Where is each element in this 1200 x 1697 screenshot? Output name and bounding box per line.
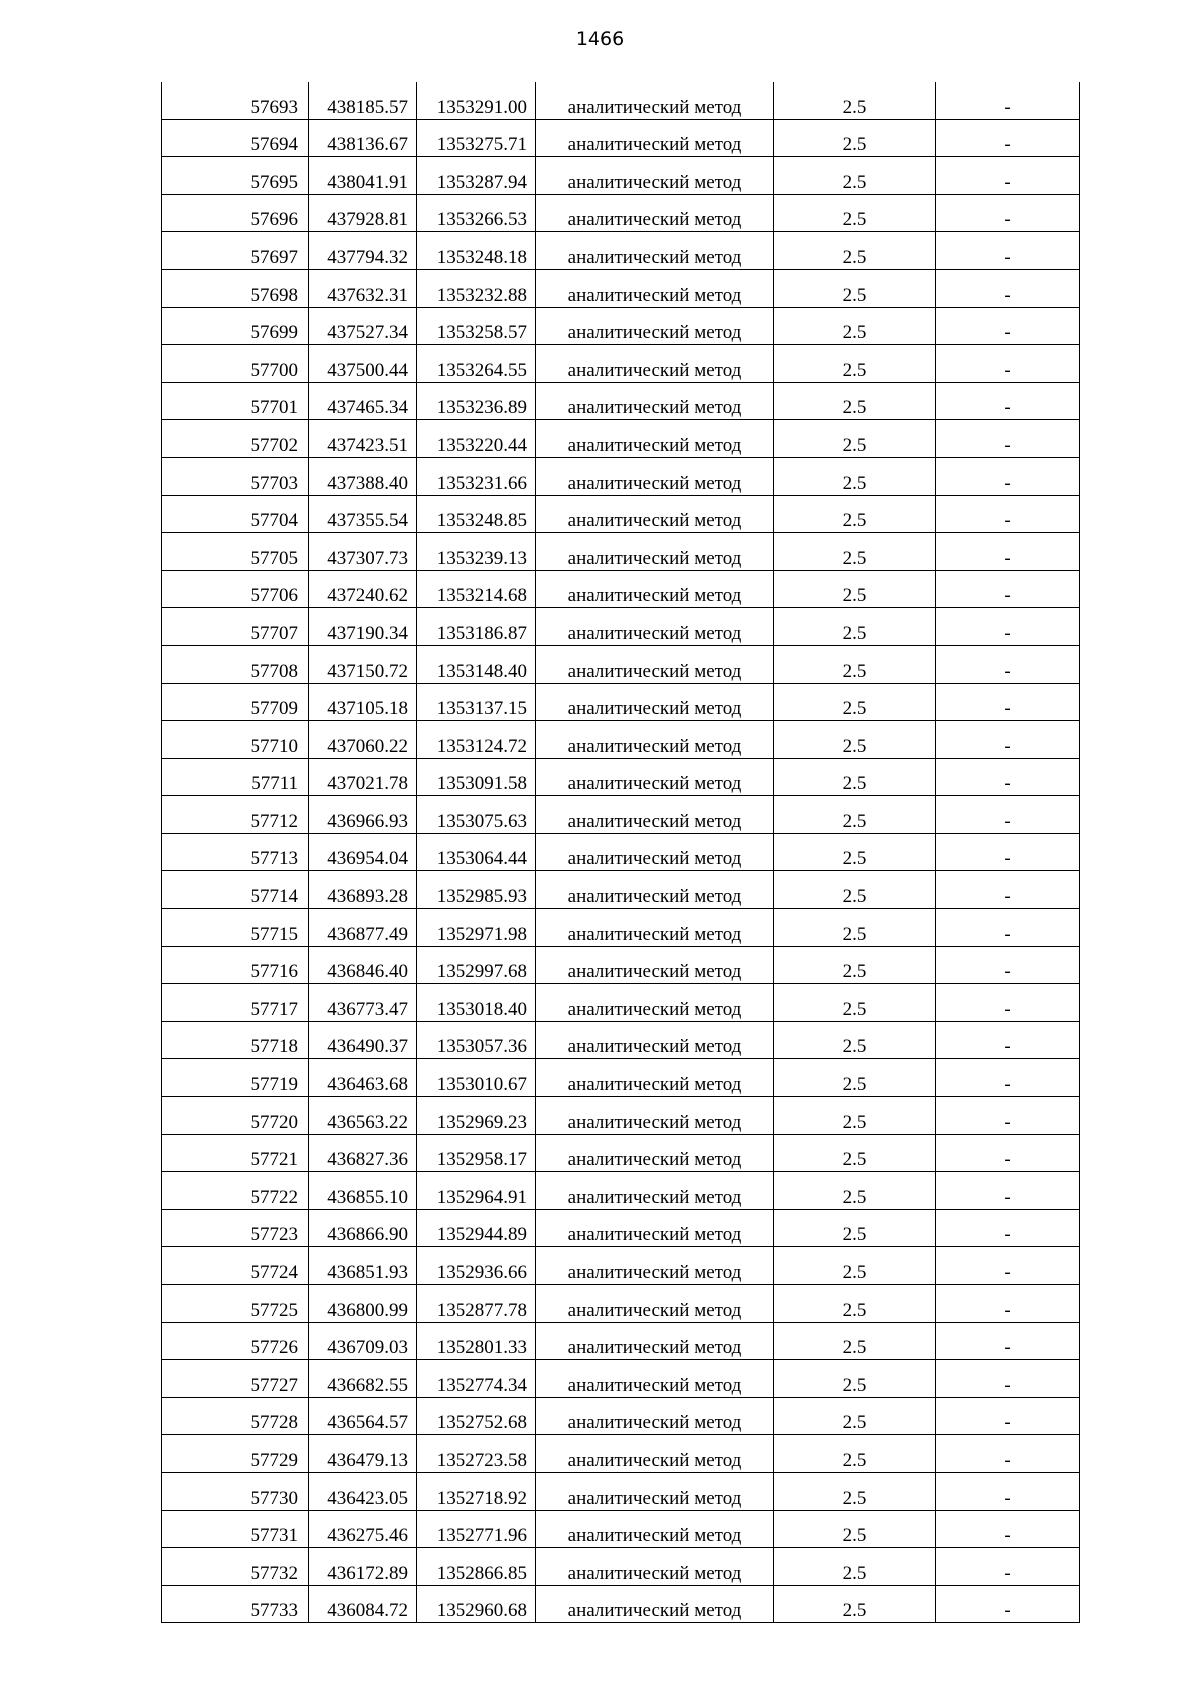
page-number: 1466 [575,28,625,50]
x-coordinate-cell: 437423.51 [309,420,417,458]
x-coordinate-cell: 437465.34 [309,382,417,420]
accuracy-cell: 2.5 [774,833,936,871]
x-coordinate-cell: 436846.40 [309,946,417,984]
table-row [162,307,1080,345]
accuracy-cell: 2.5 [774,721,936,759]
y-coordinate-cell: 1352774.34 [417,1360,536,1398]
point-number-cell: 57717 [162,984,309,1022]
x-coordinate-cell: 436682.55 [309,1360,417,1398]
x-coordinate-cell: 436954.04 [309,833,417,871]
table-row [162,946,1080,984]
accuracy-cell: 2.5 [774,194,936,232]
note-cell: - [936,1435,1080,1473]
note-cell: - [936,871,1080,909]
accuracy-cell: 2.5 [774,758,936,796]
note-cell: - [936,1510,1080,1548]
method-cell: аналитический метод [536,871,774,909]
accuracy-cell: 2.5 [774,796,936,834]
x-coordinate-cell: 437527.34 [309,307,417,345]
point-number-cell: 57730 [162,1472,309,1510]
table-row [162,420,1080,458]
note-cell: - [936,984,1080,1022]
method-cell: аналитический метод [536,1510,774,1548]
point-number-cell: 57725 [162,1285,309,1323]
accuracy-cell: 2.5 [774,683,936,721]
accuracy-cell: 2.5 [774,1510,936,1548]
accuracy-cell: 2.5 [774,1247,936,1285]
method-cell: аналитический метод [536,1209,774,1247]
x-coordinate-cell: 437388.40 [309,457,417,495]
method-cell: аналитический метод [536,570,774,608]
method-cell: аналитический метод [536,533,774,571]
accuracy-cell: 2.5 [774,984,936,1022]
method-cell: аналитический метод [536,1548,774,1586]
note-cell: - [936,1585,1080,1623]
method-cell: аналитический метод [536,758,774,796]
y-coordinate-cell: 1352771.96 [417,1510,536,1548]
x-coordinate-cell: 438136.67 [309,119,417,157]
y-coordinate-cell: 1352877.78 [417,1285,536,1323]
note-cell: - [936,420,1080,458]
table-row [162,495,1080,533]
y-coordinate-cell: 1352944.89 [417,1209,536,1247]
method-cell: аналитический метод [536,683,774,721]
method-cell: аналитический метод [536,796,774,834]
note-cell: - [936,1397,1080,1435]
x-coordinate-cell: 436827.36 [309,1134,417,1172]
method-cell: аналитический метод [536,382,774,420]
note-cell: - [936,533,1080,571]
accuracy-cell: 2.5 [774,645,936,683]
y-coordinate-cell: 1352958.17 [417,1134,536,1172]
note-cell: - [936,382,1080,420]
note-cell: - [936,1285,1080,1323]
table-row [162,82,1080,119]
y-coordinate-cell: 1353137.15 [417,683,536,721]
x-coordinate-cell: 437794.32 [309,232,417,270]
table-row [162,194,1080,232]
method-cell: аналитический метод [536,1172,774,1210]
accuracy-cell: 2.5 [774,269,936,307]
table-row [162,1134,1080,1172]
accuracy-cell: 2.5 [774,533,936,571]
accuracy-cell: 2.5 [774,946,936,984]
accuracy-cell: 2.5 [774,1134,936,1172]
table-row [162,1548,1080,1586]
table-row [162,1510,1080,1548]
table-row [162,758,1080,796]
point-number-cell: 57707 [162,608,309,646]
y-coordinate-cell: 1353266.53 [417,194,536,232]
x-coordinate-cell: 437021.78 [309,758,417,796]
x-coordinate-cell: 437500.44 [309,345,417,383]
note-cell: - [936,909,1080,947]
x-coordinate-cell: 436275.46 [309,1510,417,1548]
x-coordinate-cell: 436709.03 [309,1322,417,1360]
table-body [162,82,1080,1623]
table-row [162,833,1080,871]
accuracy-cell: 2.5 [774,1397,936,1435]
method-cell: аналитический метод [536,608,774,646]
method-cell: аналитический метод [536,82,774,119]
table-row [162,796,1080,834]
table-row [162,1209,1080,1247]
note-cell: - [936,1172,1080,1210]
x-coordinate-cell: 436851.93 [309,1247,417,1285]
x-coordinate-cell: 437355.54 [309,495,417,533]
accuracy-cell: 2.5 [774,420,936,458]
table-row [162,909,1080,947]
point-number-cell: 57726 [162,1322,309,1360]
note-cell: - [936,1247,1080,1285]
y-coordinate-cell: 1352969.23 [417,1097,536,1135]
point-number-cell: 57719 [162,1059,309,1097]
accuracy-cell: 2.5 [774,1021,936,1059]
point-number-cell: 57732 [162,1548,309,1586]
accuracy-cell: 2.5 [774,457,936,495]
accuracy-cell: 2.5 [774,1285,936,1323]
x-coordinate-cell: 437632.31 [309,269,417,307]
table-row [162,984,1080,1022]
method-cell: аналитический метод [536,1059,774,1097]
point-number-cell: 57713 [162,833,309,871]
y-coordinate-cell: 1352718.92 [417,1472,536,1510]
y-coordinate-cell: 1353091.58 [417,758,536,796]
table-row [162,1247,1080,1285]
y-coordinate-cell: 1353239.13 [417,533,536,571]
y-coordinate-cell: 1352997.68 [417,946,536,984]
method-cell: аналитический метод [536,232,774,270]
note-cell: - [936,645,1080,683]
point-number-cell: 57711 [162,758,309,796]
y-coordinate-cell: 1353258.57 [417,307,536,345]
note-cell: - [936,82,1080,119]
y-coordinate-cell: 1353220.44 [417,420,536,458]
point-number-cell: 57702 [162,420,309,458]
note-cell: - [936,119,1080,157]
table-row [162,1360,1080,1398]
point-number-cell: 57715 [162,909,309,947]
x-coordinate-cell: 436855.10 [309,1172,417,1210]
point-number-cell: 57718 [162,1021,309,1059]
point-number-cell: 57723 [162,1209,309,1247]
x-coordinate-cell: 436479.13 [309,1435,417,1473]
x-coordinate-cell: 438041.91 [309,157,417,195]
accuracy-cell: 2.5 [774,570,936,608]
method-cell: аналитический метод [536,307,774,345]
accuracy-cell: 2.5 [774,1435,936,1473]
y-coordinate-cell: 1353018.40 [417,984,536,1022]
accuracy-cell: 2.5 [774,1360,936,1398]
x-coordinate-cell: 437928.81 [309,194,417,232]
y-coordinate-cell: 1353124.72 [417,721,536,759]
accuracy-cell: 2.5 [774,495,936,533]
x-coordinate-cell: 437240.62 [309,570,417,608]
table-row [162,1585,1080,1623]
method-cell: аналитический метод [536,909,774,947]
y-coordinate-cell: 1353064.44 [417,833,536,871]
x-coordinate-cell: 438185.57 [309,82,417,119]
accuracy-cell: 2.5 [774,119,936,157]
x-coordinate-cell: 437150.72 [309,645,417,683]
note-cell: - [936,232,1080,270]
note-cell: - [936,1472,1080,1510]
point-number-cell: 57727 [162,1360,309,1398]
method-cell: аналитический метод [536,345,774,383]
table-row [162,269,1080,307]
method-cell: аналитический метод [536,1360,774,1398]
y-coordinate-cell: 1352723.58 [417,1435,536,1473]
table-row [162,382,1080,420]
y-coordinate-cell: 1353148.40 [417,645,536,683]
x-coordinate-cell: 436084.72 [309,1585,417,1623]
x-coordinate-cell: 436866.90 [309,1209,417,1247]
accuracy-cell: 2.5 [774,1548,936,1586]
point-number-cell: 57706 [162,570,309,608]
table-row [162,457,1080,495]
x-coordinate-cell: 437307.73 [309,533,417,571]
accuracy-cell: 2.5 [774,232,936,270]
note-cell: - [936,1021,1080,1059]
table-row [162,683,1080,721]
y-coordinate-cell: 1352960.68 [417,1585,536,1623]
note-cell: - [936,157,1080,195]
table-row [162,570,1080,608]
point-number-cell: 57721 [162,1134,309,1172]
note-cell: - [936,1097,1080,1135]
point-number-cell: 57694 [162,119,309,157]
x-coordinate-cell: 436423.05 [309,1472,417,1510]
point-number-cell: 57712 [162,796,309,834]
accuracy-cell: 2.5 [774,1059,936,1097]
point-number-cell: 57701 [162,382,309,420]
method-cell: аналитический метод [536,269,774,307]
note-cell: - [936,269,1080,307]
method-cell: аналитический метод [536,1397,774,1435]
note-cell: - [936,1209,1080,1247]
accuracy-cell: 2.5 [774,1172,936,1210]
method-cell: аналитический метод [536,457,774,495]
x-coordinate-cell: 437060.22 [309,721,417,759]
point-number-cell: 57700 [162,345,309,383]
table-row [162,1021,1080,1059]
y-coordinate-cell: 1353248.85 [417,495,536,533]
note-cell: - [936,833,1080,871]
y-coordinate-cell: 1353075.63 [417,796,536,834]
method-cell: аналитический метод [536,833,774,871]
x-coordinate-cell: 436800.99 [309,1285,417,1323]
point-number-cell: 57698 [162,269,309,307]
point-number-cell: 57724 [162,1247,309,1285]
point-number-cell: 57693 [162,82,309,119]
note-cell: - [936,307,1080,345]
y-coordinate-cell: 1353214.68 [417,570,536,608]
method-cell: аналитический метод [536,194,774,232]
y-coordinate-cell: 1353186.87 [417,608,536,646]
accuracy-cell: 2.5 [774,345,936,383]
x-coordinate-cell: 436773.47 [309,984,417,1022]
point-number-cell: 57704 [162,495,309,533]
method-cell: аналитический метод [536,495,774,533]
note-cell: - [936,570,1080,608]
x-coordinate-cell: 436463.68 [309,1059,417,1097]
note-cell: - [936,194,1080,232]
y-coordinate-cell: 1353232.88 [417,269,536,307]
point-number-cell: 57714 [162,871,309,909]
method-cell: аналитический метод [536,984,774,1022]
point-number-cell: 57716 [162,946,309,984]
method-cell: аналитический метод [536,1322,774,1360]
x-coordinate-cell: 437105.18 [309,683,417,721]
x-coordinate-cell: 436966.93 [309,796,417,834]
x-coordinate-cell: 436877.49 [309,909,417,947]
accuracy-cell: 2.5 [774,1585,936,1623]
y-coordinate-cell: 1352866.85 [417,1548,536,1586]
method-cell: аналитический метод [536,1134,774,1172]
table-row [162,345,1080,383]
point-number-cell: 57705 [162,533,309,571]
table-row [162,1322,1080,1360]
accuracy-cell: 2.5 [774,909,936,947]
note-cell: - [936,1134,1080,1172]
accuracy-cell: 2.5 [774,608,936,646]
note-cell: - [936,495,1080,533]
table-row [162,871,1080,909]
x-coordinate-cell: 436172.89 [309,1548,417,1586]
table-row [162,119,1080,157]
point-number-cell: 57697 [162,232,309,270]
table-row [162,1172,1080,1210]
method-cell: аналитический метод [536,1472,774,1510]
y-coordinate-cell: 1353275.71 [417,119,536,157]
note-cell: - [936,946,1080,984]
point-number-cell: 57703 [162,457,309,495]
method-cell: аналитический метод [536,1585,774,1623]
accuracy-cell: 2.5 [774,382,936,420]
y-coordinate-cell: 1353236.89 [417,382,536,420]
x-coordinate-cell: 437190.34 [309,608,417,646]
accuracy-cell: 2.5 [774,871,936,909]
note-cell: - [936,345,1080,383]
y-coordinate-cell: 1353287.94 [417,157,536,195]
accuracy-cell: 2.5 [774,157,936,195]
point-number-cell: 57710 [162,721,309,759]
note-cell: - [936,1322,1080,1360]
x-coordinate-cell: 436893.28 [309,871,417,909]
table-row [162,1472,1080,1510]
point-number-cell: 57720 [162,1097,309,1135]
table-row [162,721,1080,759]
note-cell: - [936,721,1080,759]
accuracy-cell: 2.5 [774,1322,936,1360]
note-cell: - [936,1360,1080,1398]
note-cell: - [936,796,1080,834]
method-cell: аналитический метод [536,157,774,195]
table-row [162,1059,1080,1097]
point-number-cell: 57728 [162,1397,309,1435]
accuracy-cell: 2.5 [774,1209,936,1247]
accuracy-cell: 2.5 [774,82,936,119]
accuracy-cell: 2.5 [774,307,936,345]
point-number-cell: 57708 [162,645,309,683]
table-row [162,1397,1080,1435]
point-number-cell: 57722 [162,1172,309,1210]
table-row [162,232,1080,270]
x-coordinate-cell: 436564.57 [309,1397,417,1435]
y-coordinate-cell: 1352985.93 [417,871,536,909]
method-cell: аналитический метод [536,119,774,157]
accuracy-cell: 2.5 [774,1097,936,1135]
point-number-cell: 57733 [162,1585,309,1623]
table-row [162,533,1080,571]
table-row [162,1097,1080,1135]
note-cell: - [936,1548,1080,1586]
method-cell: аналитический метод [536,1097,774,1135]
method-cell: аналитический метод [536,946,774,984]
table-row [162,645,1080,683]
accuracy-cell: 2.5 [774,1472,936,1510]
table-row [162,1285,1080,1323]
y-coordinate-cell: 1352971.98 [417,909,536,947]
note-cell: - [936,457,1080,495]
y-coordinate-cell: 1352964.91 [417,1172,536,1210]
method-cell: аналитический метод [536,420,774,458]
method-cell: аналитический метод [536,1285,774,1323]
y-coordinate-cell: 1352801.33 [417,1322,536,1360]
method-cell: аналитический метод [536,1435,774,1473]
point-number-cell: 57695 [162,157,309,195]
coordinates-table [161,82,1080,1623]
y-coordinate-cell: 1352752.68 [417,1397,536,1435]
note-cell: - [936,1059,1080,1097]
method-cell: аналитический метод [536,1021,774,1059]
point-number-cell: 57729 [162,1435,309,1473]
method-cell: аналитический метод [536,1247,774,1285]
y-coordinate-cell: 1353231.66 [417,457,536,495]
method-cell: аналитический метод [536,645,774,683]
x-coordinate-cell: 436563.22 [309,1097,417,1135]
note-cell: - [936,683,1080,721]
table-row [162,608,1080,646]
table-row [162,157,1080,195]
y-coordinate-cell: 1353057.36 [417,1021,536,1059]
point-number-cell: 57731 [162,1510,309,1548]
point-number-cell: 57709 [162,683,309,721]
table-row [162,1435,1080,1473]
method-cell: аналитический метод [536,721,774,759]
y-coordinate-cell: 1353291.00 [417,82,536,119]
point-number-cell: 57696 [162,194,309,232]
y-coordinate-cell: 1353248.18 [417,232,536,270]
x-coordinate-cell: 436490.37 [309,1021,417,1059]
y-coordinate-cell: 1352936.66 [417,1247,536,1285]
y-coordinate-cell: 1353264.55 [417,345,536,383]
point-number-cell: 57699 [162,307,309,345]
y-coordinate-cell: 1353010.67 [417,1059,536,1097]
note-cell: - [936,608,1080,646]
note-cell: - [936,758,1080,796]
